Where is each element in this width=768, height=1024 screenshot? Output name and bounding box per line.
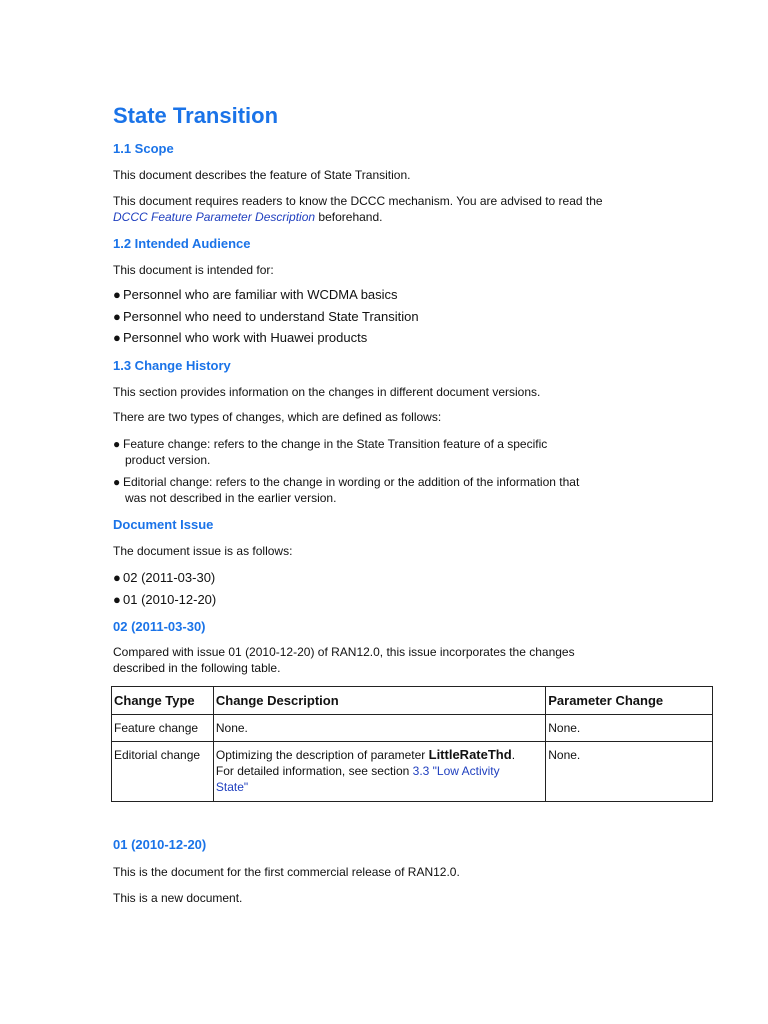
issue-intro: The document issue is as follows: [113,544,293,558]
bullet-icon: ● [113,475,121,489]
issue-01-paragraph-1: This is the document for the first commercial release of RAN12.0. [113,865,460,879]
bullet-icon: ● [113,309,121,324]
section-heading-issue-01: 01 (2010-12-20) [113,837,207,852]
parameter-name: LittleRateThd [428,747,512,762]
section-heading-document-issue: Document Issue [113,517,214,532]
bullet-icon: ● [113,437,121,451]
scope-paragraph-2-tail: beforehand. [315,210,383,224]
list-item: ● Editorial change: refers to the change in wording or the addition of the information that [113,475,580,489]
cell-parameter-change: None. [546,742,713,802]
column-header-change-description: Change Description [213,687,545,715]
audience-intro: This document is intended for: [113,263,274,277]
section-heading-scope: 1.1 Scope [113,141,174,156]
page-title: State Transition [113,103,279,128]
change-table [111,686,713,802]
scope-paragraph-2-line1: This document requires readers to know the DCCC mechanism. You are advised to read the [113,194,603,208]
bullet-icon: ● [113,570,121,585]
scope-paragraph-1: This document describes the feature of State Transition. [113,168,411,182]
section-heading-change-history: 1.3 Change History [113,358,231,373]
issue-02-line2: described in the following table. [113,661,281,675]
list-item: ● 01 (2010-12-20) [113,592,217,607]
table-row [112,742,713,802]
list-item: ● Personnel who work with Huawei products [113,330,368,345]
list-item-continuation: was not described in the earlier version. [125,491,337,505]
cell-change-type: Editorial change [112,742,214,802]
cell-change-description: Optimizing the description of parameter LittleRateThd. For detailed information, see section 3.3 "Low Activity State" [213,742,545,802]
list-item: ● Feature change: refers to the change in the State Transition feature of a specific [113,437,548,451]
section-heading-issue-02: 02 (2011-03-30) [113,619,206,634]
bullet-icon: ● [113,592,121,607]
list-item: ● Personnel who are familiar with WCDMA basics [113,287,398,302]
section-link-low-activity[interactable]: 3.3 "Low Activity [412,764,500,778]
table-row [112,715,713,742]
dccc-document-link[interactable]: DCCC Feature Parameter Description [113,210,316,224]
scope-paragraph-2-line2 [113,209,382,225]
cell-parameter-change: None. [546,715,713,742]
section-heading-audience: 1.2 Intended Audience [113,236,251,251]
cell-change-type: Feature change [112,715,214,742]
column-header-change-type: Change Type [112,687,214,715]
section-link-low-activity-cont[interactable]: State" [215,780,249,794]
column-header-parameter-change: Parameter Change [546,687,713,715]
list-item: ● Personnel who need to understand State Transition [113,309,419,324]
bullet-icon: ● [113,287,121,302]
history-paragraph-2: There are two types of changes, which are defined as follows: [113,410,442,424]
issue-02-line1: Compared with issue 01 (2010-12-20) of RAN12.0, this issue incorporates the changes [113,645,575,659]
bullet-icon: ● [113,330,121,345]
cell-change-description: None. [213,715,545,742]
issue-01-paragraph-2: This is a new document. [113,891,243,905]
table-header-row [112,687,713,715]
list-item: ● 02 (2011-03-30) [113,570,216,585]
history-paragraph-1: This section provides information on the changes in different document versions. [113,385,541,399]
list-item-continuation: product version. [125,453,211,467]
